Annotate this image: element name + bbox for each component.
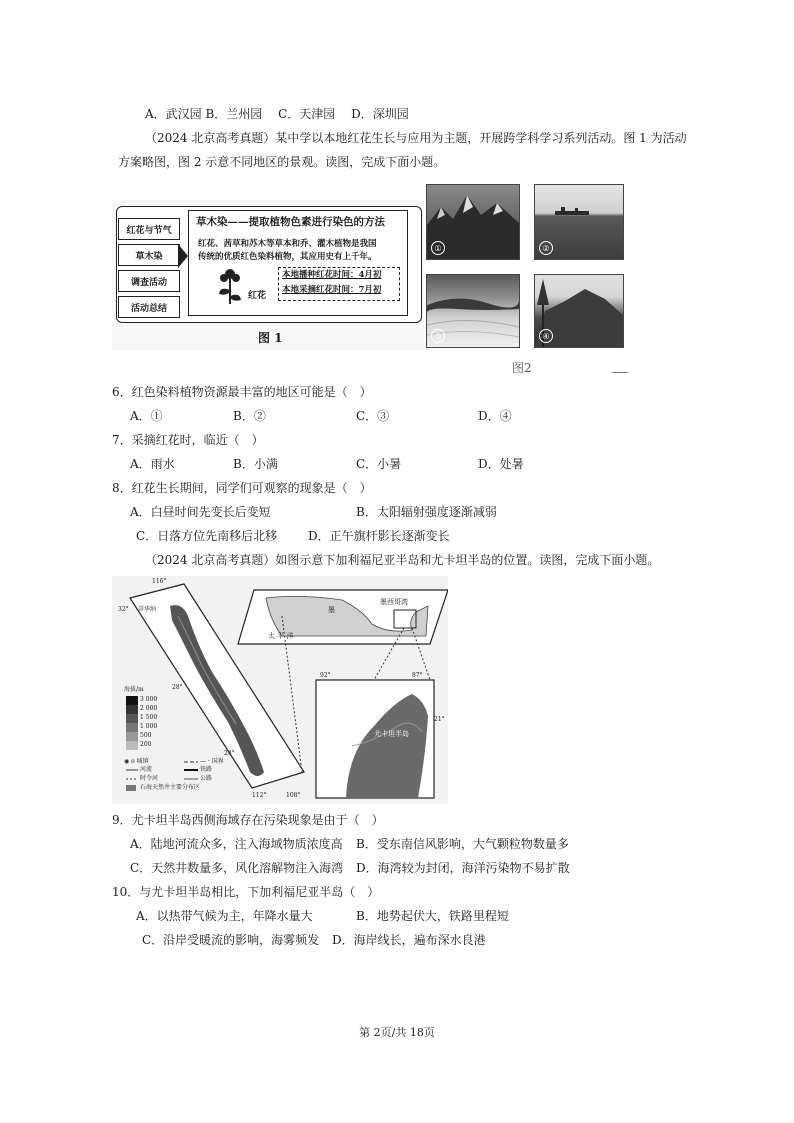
- sidebar-item-festival: 红花与节气: [118, 218, 180, 240]
- inset-ocean-label: 太 平 洋: [268, 632, 294, 640]
- fig1-caption: 图 1: [258, 331, 283, 345]
- q9-stem: 9．尤卡坦半岛西侧海域存在污染现象是由于（ ）: [112, 813, 384, 827]
- map-lon-left-top: 116°: [152, 578, 167, 585]
- yuc-lat: 21°: [434, 716, 445, 723]
- photo-desert: [426, 274, 520, 348]
- legend-level-1: 3 000: [140, 696, 158, 703]
- q7-option-b: B．小满: [233, 457, 278, 471]
- legend-row2a: 河流: [140, 766, 153, 773]
- sidebar-item-survey: 调查活动: [118, 270, 180, 292]
- yuc-lon-a: 92°: [320, 672, 331, 679]
- inset-country-label: 墨: [328, 606, 335, 614]
- legend-level-2: 2 000: [140, 705, 158, 712]
- legend-row3a: 时令河: [140, 775, 159, 782]
- fig1-desc-line2: 传统的优质红色染料植物，其应用史有上千年。: [198, 252, 377, 262]
- q7-stem: 7．采摘红花时，临近（ ）: [112, 433, 264, 447]
- fig2-caption: 图2: [512, 361, 532, 375]
- q8-option-d: D．正午旗杆影长逐渐变长: [308, 529, 450, 543]
- q10-stem: 10．与尤卡坦半岛相比，下加利福尼亚半岛（ ）: [112, 885, 380, 899]
- q10-option-c: C．沿岸受暖流的影响，海雾频发: [142, 933, 320, 947]
- legend-row4: 石海天然井主要分布区: [140, 784, 201, 791]
- photo-forest: [534, 274, 624, 348]
- figure-1: [112, 200, 424, 350]
- intro1-line1: （2024 北京高考真题）某中学以本地红花生长与应用为主题，开展跨学科学习系列活动。图 1 为活动: [145, 131, 687, 145]
- legend-level-3: 1 500: [140, 714, 158, 721]
- yuc-lon-b: 87°: [412, 672, 423, 679]
- legend-level-5: 500: [140, 732, 152, 739]
- fig1-sow-time: 本地播种红花时间：4月初: [282, 270, 382, 280]
- q10-option-b: B．地势起伏大，铁路里程短: [356, 909, 509, 923]
- legend-level-6: 200: [140, 741, 152, 748]
- fig1-desc-line1: 红花、茜草和苏木等草本和乔、灌木植物是我国: [198, 239, 377, 249]
- q8-option-b: B．太阳辐射强度逐渐减弱: [356, 505, 497, 519]
- sidebar-item-dye: 草木染: [118, 244, 180, 266]
- q5-options: A．武汉园 B．兰州园 C．天津园 D．深圳园: [145, 107, 409, 121]
- legend-row3b: 公路: [200, 775, 213, 782]
- q9-option-a: A．陆地河流众多，注入海域物质浓度高: [130, 837, 343, 851]
- legend-row1b: — · 国界: [200, 758, 224, 765]
- q9-option-b: B．受东南信风影响，大气颗粒物数量多: [356, 837, 569, 851]
- q6-option-a: A．①: [130, 409, 163, 423]
- fig1-pick-time: 本地采摘红花时间：7月初: [282, 285, 382, 295]
- q6-option-b: B．②: [233, 409, 266, 423]
- q7-option-a: A．雨水: [130, 457, 175, 471]
- q7-option-d: D．处暑: [478, 457, 524, 471]
- inset-sea-label: 墨西哥湾: [380, 598, 408, 606]
- legend-row1a: ◉ o 城镇: [124, 758, 149, 765]
- map-figure: [112, 576, 448, 804]
- q6-stem: 6．红色染料植物资源最丰富的地区可能是（ ）: [112, 385, 372, 399]
- map-lon-bottom-b: 108°: [286, 792, 301, 799]
- q6-option-d: D．④: [478, 409, 512, 423]
- map-lat-left: 32°: [118, 606, 129, 613]
- photo-badge-4: ④: [539, 329, 553, 343]
- photo-badge-2: ②: [539, 241, 553, 255]
- q7-option-c: C．小暑: [356, 457, 402, 471]
- legend-level-4: 1 000: [140, 723, 158, 730]
- fig1-flower-label: 红花: [248, 291, 267, 301]
- photo-mountain: [426, 184, 520, 260]
- q8-stem: 8．红花生长期间，同学们可观察的现象是（ ）: [112, 481, 372, 495]
- map-city-label: 蒂华纳: [138, 606, 157, 613]
- legend-row2b: 铁路: [200, 766, 213, 773]
- dash-mark: [612, 372, 628, 373]
- legend-title: 海拔/m: [124, 686, 144, 693]
- q6-option-c: C．③: [356, 409, 390, 423]
- q10-option-d: D．海岸线长，遍布深水良港: [332, 933, 486, 947]
- intro1-line2: 方案略图，图 2 示意不同地区的景观。读图，完成下面小题。: [118, 155, 446, 169]
- photo-badge-3: ③: [431, 329, 445, 343]
- map-lat-mid: 28°: [172, 684, 183, 691]
- flower-icon: [216, 266, 244, 306]
- yuc-label: 尤卡坦半岛: [374, 730, 409, 738]
- sidebar-item-summary: 活动总结: [118, 296, 180, 318]
- page-footer: 第 2页/共 18页: [359, 1026, 435, 1039]
- map-lat-low: 24°: [224, 750, 235, 757]
- map-lon-bottom-a: 112°: [252, 792, 267, 799]
- fig1-title: 草木染——提取植物色素进行染色的方法: [196, 216, 385, 228]
- q9-option-d: D．海湾较为封闭，海洋污染物不易扩散: [356, 861, 570, 875]
- q8-option-c: C．日落方位先南移后北移: [136, 529, 278, 543]
- q10-option-a: A．以热带气候为主，年降水量大: [136, 909, 313, 923]
- photo-grassland: [534, 184, 624, 260]
- q9-option-c: C．天然井数量多，风化溶解物注入海湾: [130, 861, 344, 875]
- q8-option-a: A．白昼时间先变长后变短: [130, 505, 271, 519]
- intro2: （2024 北京高考真题）如图示意下加利福尼亚半岛和尤卡坦半岛的位置。读图，完成下面小题。: [145, 553, 660, 567]
- photo-badge-1: ①: [431, 241, 445, 255]
